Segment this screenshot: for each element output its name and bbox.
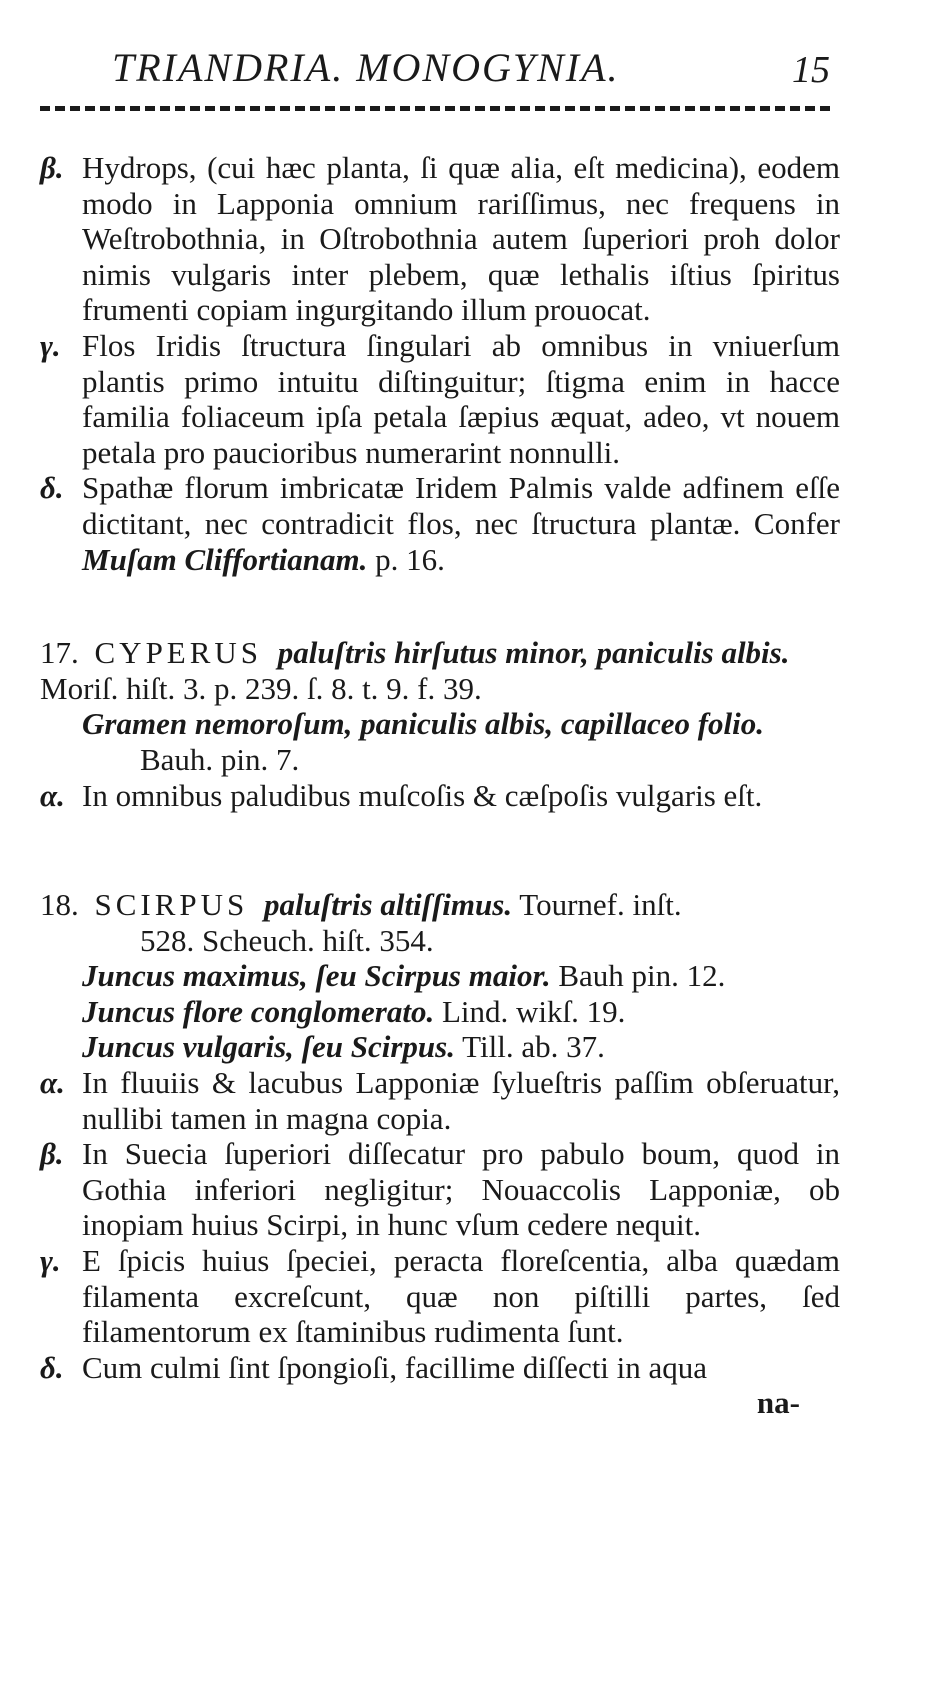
synonym-name: Juncus vulgaris, ſeu Scirpus. <box>82 1029 455 1065</box>
note-text: Spathæ florum imbricatæ Iridem Palmis valde adfinem eſſe dictitant, nec contradicit flos, nec ſtructura plantæ. <box>82 470 840 541</box>
synonym <box>40 706 840 742</box>
note-cite-post: p. 16. <box>375 541 445 577</box>
synonym-reference: Till. ab. 37. <box>462 1029 605 1065</box>
note-alpha <box>40 1065 840 1136</box>
note-text: Flos Iridis ſtructura ſingulari ab omnibus in vniuerſum plantis primo intuitu diſtinguitur; ſtigma enim in hacce familia foliaceum ipſa petala ſæpius æquat, adeo, vt nouem petala pro paucioribus numerarint nonnulli. <box>82 327 840 470</box>
synonym <box>40 994 840 1030</box>
note-marker: α. <box>40 777 65 813</box>
note-delta <box>40 470 840 577</box>
entry-number: 17. <box>40 635 79 671</box>
note-gamma <box>40 328 840 470</box>
note-text: In omnibus paludibus muſcoſis & cæſpoſis vulgaris eſt. <box>82 777 763 813</box>
synonym-reference: Bauh. pin. 7. <box>140 741 300 777</box>
note-text: In fluuiis & lacubus Lapponiæ ſylueſtris paſſim obſeruatur, nullibi tamen in magna copia. <box>82 1065 840 1136</box>
catchword: na- <box>756 1385 800 1421</box>
note-marker: γ. <box>40 327 61 363</box>
note-gamma <box>40 1243 840 1350</box>
page-header <box>40 44 830 104</box>
species-epithet: paluſtris altiſſimus. <box>264 887 513 923</box>
note-marker: β. <box>40 150 64 185</box>
entry-17 <box>40 635 840 813</box>
entry-18 <box>40 887 840 1385</box>
note-text: Hydrops, (cui hæc planta, ſi quæ alia, eſt medicina), eodem modo in Lapponia omnium rariſſimus, nec frequens in Weſtrobothnia, in Oſtrobothnia autem ſuperiori proh dolor nimis vulgaris inter plebem, quæ lethalis iſtius ſpiritus frumenti copiam ingurgitando illum prouocat. <box>82 150 840 328</box>
page-number: 15 <box>792 49 830 91</box>
note-marker: δ. <box>40 1349 64 1385</box>
entry-reference-cont: 528. Scheuch. hiſt. 354. <box>140 922 434 958</box>
note-marker: γ. <box>40 1243 61 1279</box>
note-marker: β. <box>40 1136 64 1172</box>
species-epithet: paluſtris hirſutus minor, paniculis albis. <box>277 635 790 671</box>
page-body <box>40 150 840 1421</box>
note-text: In Suecia ſuperiori diſſecatur pro pabulo boum, quod in Gothia inferiori negligitur; Nouaccolis Lapponiæ, ob inopiam huius Scirpi, in hunc vſum cedere nequit. <box>82 1136 840 1243</box>
entry-reference: Moriſ. hiſt. 3. p. 239. ſ. 8. t. 9. f. 39. <box>40 670 482 706</box>
note-cite-pre: Confer <box>753 505 841 541</box>
synonym <box>40 1029 840 1065</box>
note-marker: δ. <box>40 470 64 506</box>
synonym <box>40 958 840 994</box>
note-marker: α. <box>40 1065 65 1101</box>
synonym-name: Gramen nemoroſum, paniculis albis, capillaceo folio. <box>82 706 765 742</box>
note-delta <box>40 1350 840 1386</box>
running-title: TRIANDRIA. MONOGYNIA. <box>112 45 620 90</box>
synonym-reference: Bauh pin. 12. <box>558 958 726 994</box>
note-text: E ſpicis huius ſpeciei, peracta floreſcentia, alba quædam filamenta excreſcunt, quæ non piſtilli partes, ſed filamentorum ex ſtaminibus rudimenta ſunt. <box>82 1243 840 1350</box>
entry-reference: Tournef. inſt. <box>519 887 682 923</box>
entry-heading <box>40 635 840 706</box>
note-cite: Muſam Cliffortianam. <box>82 541 368 577</box>
genus-name: SCIRPUS <box>94 887 249 923</box>
genus-name: CYPERUS <box>94 635 263 671</box>
entry-number: 18. <box>40 887 79 923</box>
header-rule <box>40 106 830 111</box>
note-text: Cum culmi ſint ſpongioſi, facillime diſſecti in aqua <box>82 1349 708 1385</box>
note-beta <box>40 150 840 328</box>
synonym-name: Juncus maximus, ſeu Scirpus maior. <box>82 958 551 994</box>
synonym-reference: Lind. wikſ. 19. <box>441 993 626 1029</box>
synonym-name: Juncus flore conglomerato. <box>82 993 435 1029</box>
note-beta <box>40 1136 840 1243</box>
note-alpha <box>40 778 840 814</box>
entry-heading <box>40 887 840 923</box>
